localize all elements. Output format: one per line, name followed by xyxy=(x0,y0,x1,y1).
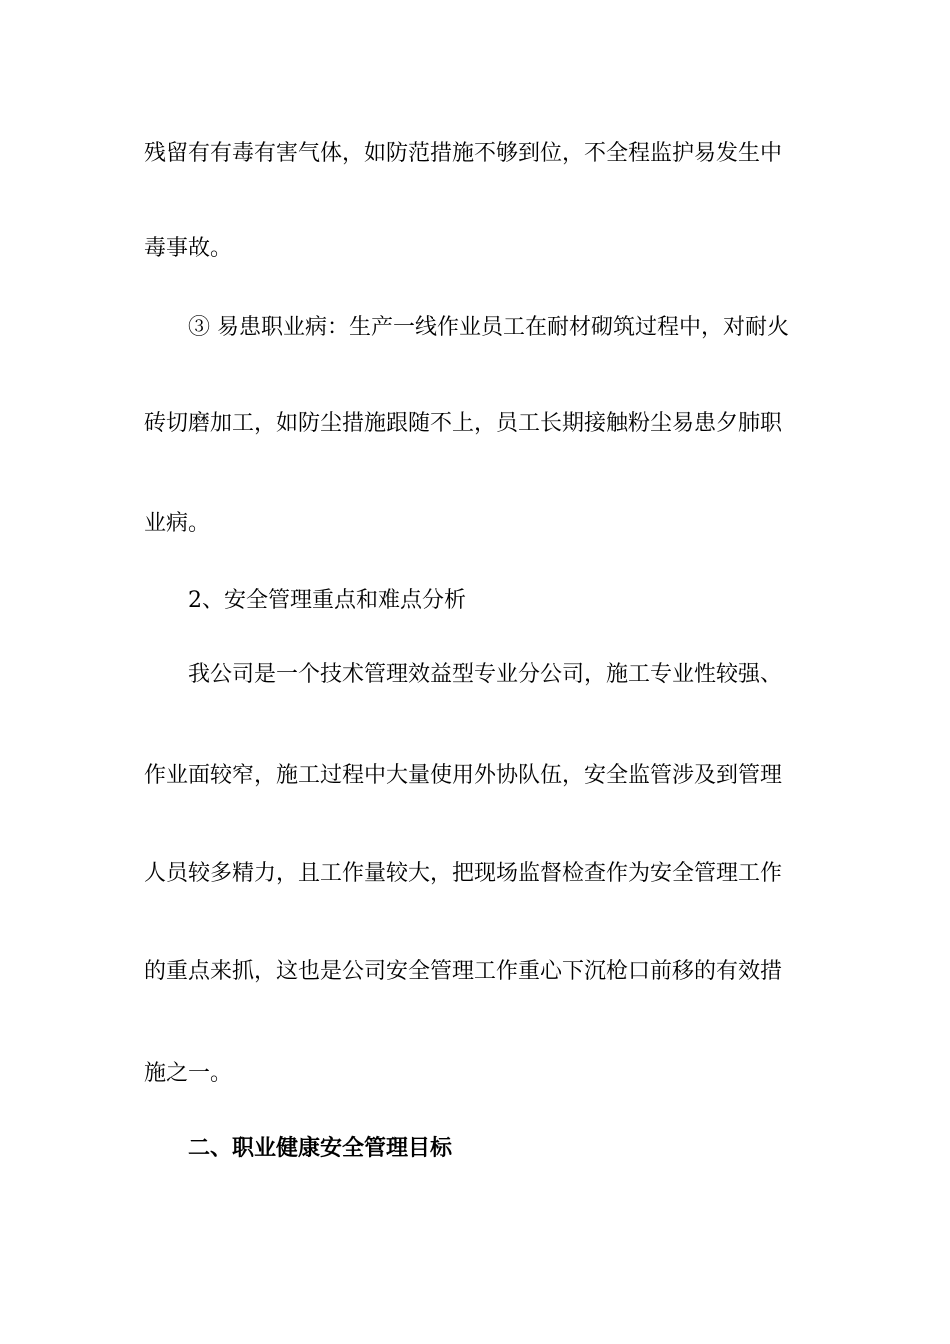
paragraph-line: 施之一。 xyxy=(144,1061,233,1086)
paragraph-line: 业病。 xyxy=(144,511,211,536)
chapter-heading: 二、职业健康安全管理目标 xyxy=(188,1136,453,1161)
paragraph-line: 人员较多精力，且工作量较大，把现场监督检查作为安全管理工作 xyxy=(144,861,783,886)
paragraph-line: 作业面较窄，施工过程中大量使用外协队伍，安全监管涉及到管理 xyxy=(144,763,783,788)
paragraph-line: 我公司是一个技术管理效益型专业分公司，施工专业性较强、 xyxy=(188,662,783,687)
paragraph-line: 毒事故。 xyxy=(144,236,233,261)
paragraph-line: 砖切磨加工，如防尘措施跟随不上，员工长期接触粉尘易患夕肺职 xyxy=(144,411,783,436)
paragraph-line: 残留有有毒有害气体，如防范措施不够到位，不全程监护易发生中 xyxy=(144,141,783,166)
paragraph-line: ③ 易患职业病：生产一线作业员工在耐材砌筑过程中，对耐火 xyxy=(188,315,789,340)
section-heading: 2、安全管理重点和难点分析 xyxy=(188,588,466,613)
paragraph-line: 的重点来抓，这也是公司安全管理工作重心下沉枪口前移的有效措 xyxy=(144,959,783,984)
